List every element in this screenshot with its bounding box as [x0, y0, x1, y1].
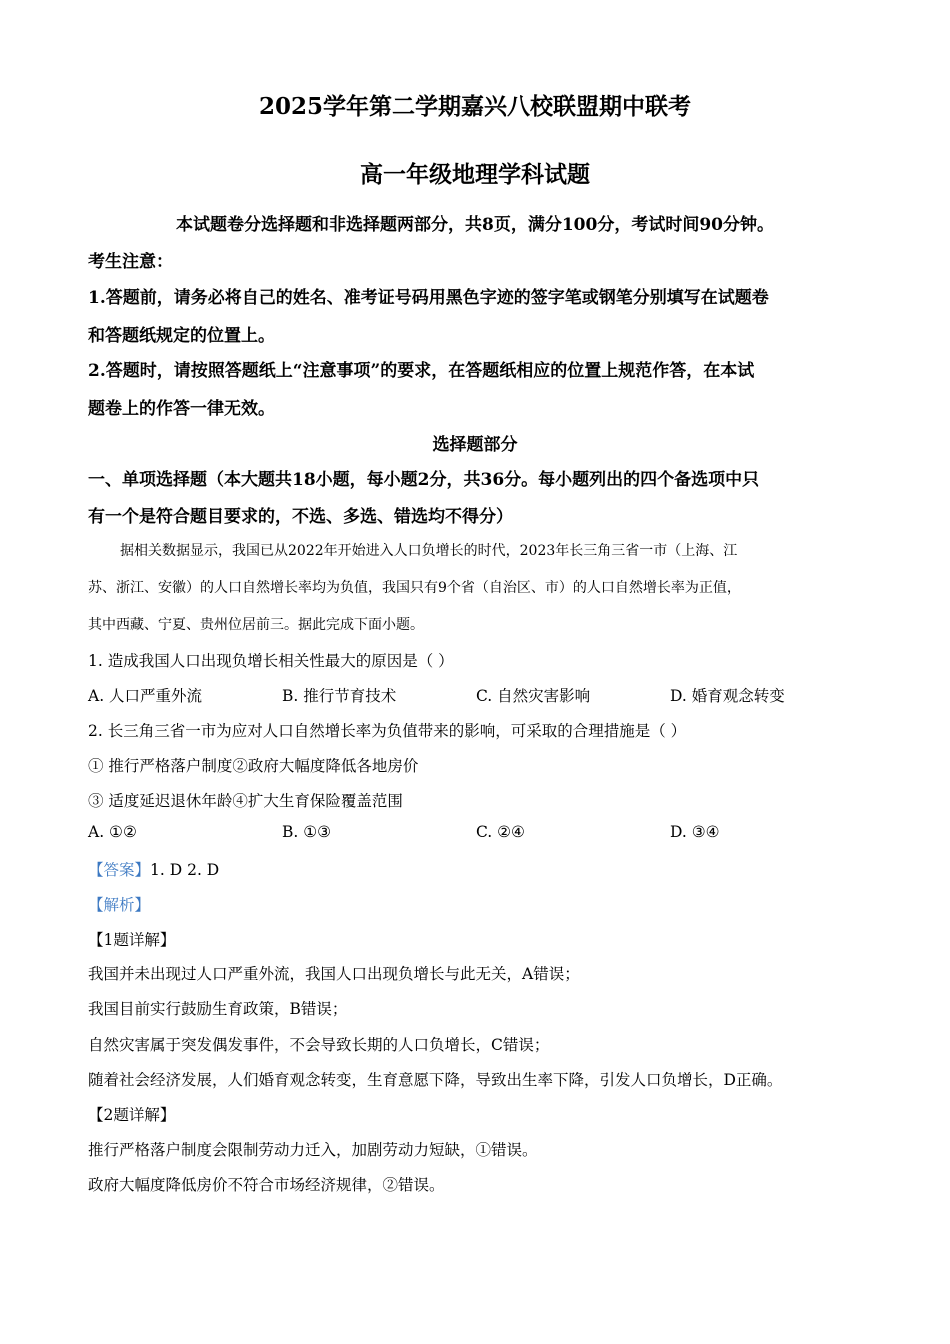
exam-title: 2025学年第二学期嘉兴八校联盟期中联考: [258, 93, 691, 120]
option: D. ③④: [670, 823, 720, 841]
notice-line: 和答题纸规定的位置上。: [88, 326, 275, 346]
passage-line: 苏、浙江、安徽）的人口自然增长率均为负值，我国只有9个省（自治区、市）的人口自然增长率为正值，: [88, 580, 741, 596]
option: C. 自然灾害影响: [476, 687, 591, 705]
passage-line: 据相关数据显示，我国已从2022年开始进入人口负增长的时代，2023年长三角三省一市（上海、江: [120, 543, 738, 559]
option: C. ②④: [476, 823, 525, 841]
passage-line: 其中西藏、宁夏、贵州位居前三。据此完成下面小题。: [88, 617, 424, 633]
answer-tag: 【答案】: [88, 861, 151, 879]
notice-line: 题卷上的作答一律无效。: [88, 399, 275, 419]
question-stem: 2. 长三角三省一市为应对人口自然增长率为负值带来的影响，可采取的合理措施是（ ）: [88, 722, 687, 740]
section-title: 一、单项选择题（本大题共18小题，每小题2分，共36分。每小题列出的四个备选项中只: [88, 470, 760, 490]
statement: ③ 适度延迟退休年龄④扩大生育保险覆盖范围: [88, 792, 403, 810]
analysis-tag: 【解析】: [88, 896, 151, 914]
option: A. 人口严重外流: [88, 687, 203, 705]
answer-text: 1. D 2. D: [150, 861, 220, 879]
analysis-line: 政府大幅度降低房价不符合市场经济规律，②错误。: [88, 1176, 445, 1194]
statement: ① 推行严格落户制度②政府大幅度降低各地房价: [88, 757, 419, 775]
notice-line: 1.答题前，请务必将自己的姓名、准考证号码用黑色字迹的签字笔或钢笔分别填写在试题卷: [88, 288, 769, 308]
analysis-line: 推行严格落户制度会限制劳动力迁入，加剧劳动力短缺，①错误。: [88, 1141, 538, 1159]
answer-line: [88, 858, 219, 880]
analysis-line: 随着社会经济发展，人们婚育观念转变，生育意愿下降，导致出生率下降，引发人口负增长，D正确。: [88, 1071, 783, 1089]
notice-line: 2.答题时，请按照答题纸上“注意事项”的要求，在答题纸相应的位置上规范作答，在本试: [88, 361, 755, 381]
question-stem: 1. 造成我国人口出现负增长相关性最大的原因是（ ）: [88, 652, 454, 670]
detail-heading: 【2题详解】: [88, 1106, 176, 1124]
exam-intro: 本试题卷分选择题和非选择题两部分，共8页，满分100分，考试时间90分钟。: [176, 215, 774, 235]
section-title: 有一个是符合题目要求的，不选、多选、错选均不得分）: [88, 507, 513, 527]
analysis-line: 我国目前实行鼓励生育政策，B错误；: [88, 1000, 348, 1018]
section-label: 选择题部分: [432, 435, 518, 455]
option: A. ①②: [88, 823, 137, 841]
detail-heading: 【1题详解】: [88, 931, 176, 949]
notice-heading: 考生注意：: [88, 252, 173, 272]
analysis-line: 我国并未出现过人口严重外流，我国人口出现负增长与此无关，A错误；: [88, 965, 580, 983]
option: D. 婚育观念转变: [670, 687, 785, 705]
exam-subtitle: 高一年级地理学科试题: [360, 161, 590, 188]
analysis-line: 自然灾害属于突发偶发事件，不会导致长期的人口负增长，C错误；: [88, 1036, 550, 1054]
option: B. 推行节育技术: [282, 687, 397, 705]
option: B. ①③: [282, 823, 332, 841]
